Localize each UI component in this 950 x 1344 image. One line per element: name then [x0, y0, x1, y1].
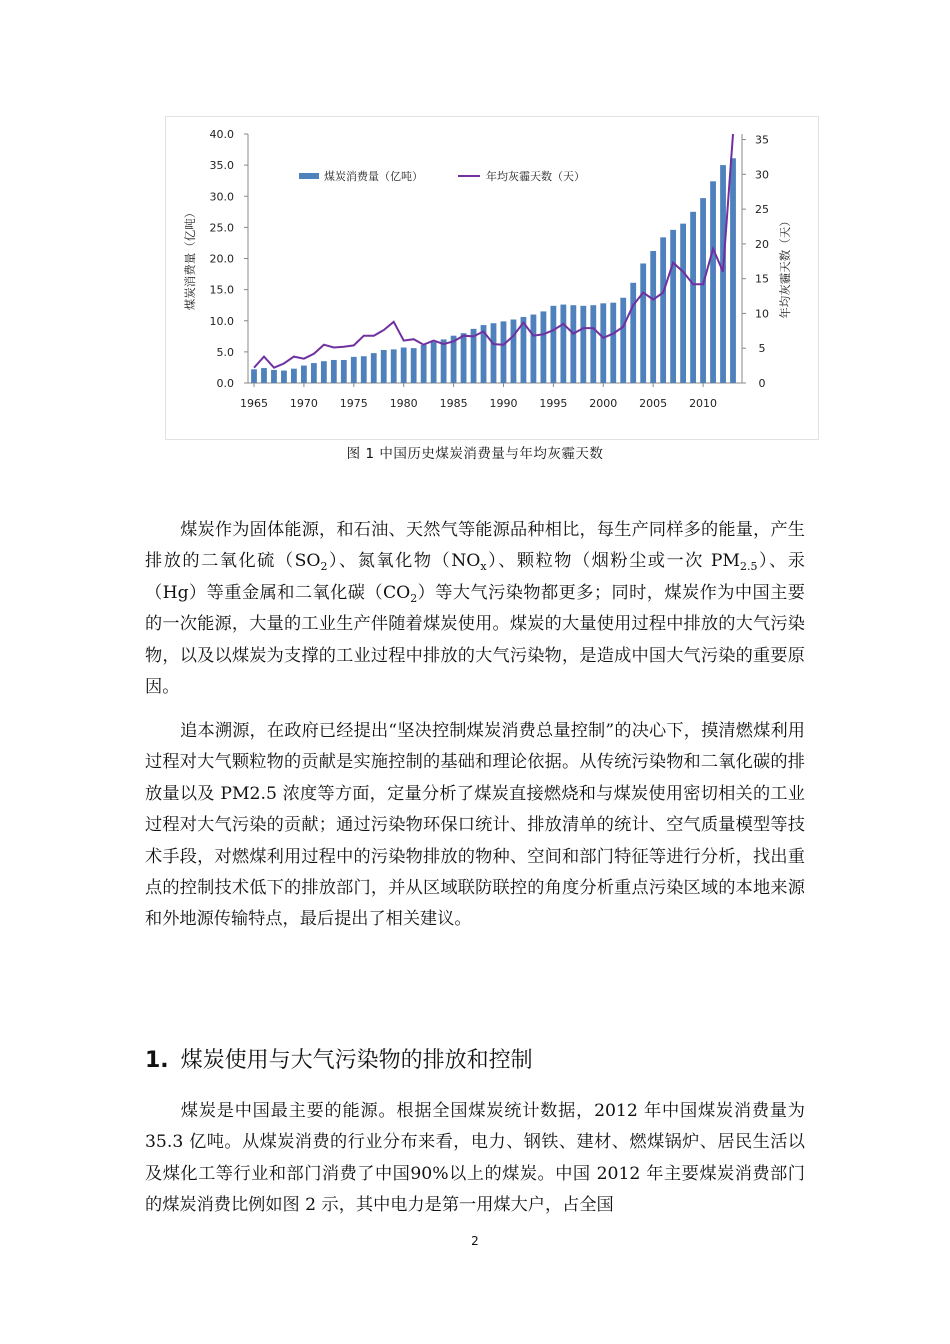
para1-text-5: ）等大气污染物都更多；同时，煤炭作为中国主要的一次能源，大量的工业生产伴随着煤炭使用。煤炭的大量使用过程中排放的大气污染物，以及以煤炭为支撑的工业过程中排放的大气污染物，是造成中国大气污染的重要原因。 — [145, 582, 805, 698]
bar — [640, 263, 646, 383]
bar — [301, 366, 307, 383]
bar — [381, 350, 387, 383]
bar — [580, 306, 586, 383]
x-tick-label: 1985 — [439, 397, 468, 410]
bar — [361, 356, 367, 383]
bar — [251, 369, 257, 383]
x-tick-label: 1965 — [240, 397, 268, 410]
para1-sub-4: 2 — [410, 591, 418, 605]
bar — [560, 305, 566, 383]
figure-1 — [165, 116, 819, 440]
legend-bar-swatch — [299, 173, 319, 179]
para2-text: 追本溯源，在政府已经提出“坚决控制煤炭消费总量控制”的决心下，摸清燃煤利用过程对大气颗粒物的贡献是实施控制的基础和理论依据。从传统污染物和二氧化碳的排放量以及 PM2.5 浓度等方面，定量分析了煤炭直接燃烧和与煤炭使用密切相关的工业过程对大气污染的贡献；通过污染物环保口统计、排放清单的统计、空气质量模型等技术手段，对燃煤利用过程中的污染物排放的物种、空间和部门特征等进行分析，找出重点的控制技术低下的排放部门，并从区域联防联控的角度分析重点污染区域的本地来源和外地源传输特点，最后提出了相关建议。 — [145, 721, 805, 930]
bar — [700, 198, 706, 383]
bar — [431, 342, 437, 383]
x-tick-label: 2005 — [639, 397, 668, 410]
section-heading — [145, 1043, 533, 1074]
para1-sub-3: 2.5 — [740, 560, 758, 574]
bar — [501, 321, 507, 383]
left-tick-label: 20.0 — [209, 252, 234, 266]
figure-caption: 图 1 中国历史煤炭消费量与年均灰霾天数 — [346, 446, 604, 462]
coal-haze-chart — [166, 117, 818, 439]
paragraph-2 — [145, 716, 805, 936]
para1-text-4: ）、汞（Hg）等重金属和二氧化碳（CO — [145, 551, 806, 603]
paragraph-3 — [145, 1096, 805, 1222]
para1-text-1: 煤炭作为固体能源，和石油、天然气等能源品种相比，每生产同样多的能量，产生排放的二氧化硫（SO — [145, 520, 805, 572]
right-tick-label: 0 — [758, 377, 766, 390]
x-tick-label: 1975 — [339, 397, 368, 410]
bar — [541, 311, 547, 383]
bar — [660, 237, 666, 383]
bar — [391, 349, 397, 383]
bar — [331, 360, 337, 383]
bar — [511, 320, 517, 383]
bar — [351, 357, 357, 383]
bar — [411, 348, 417, 383]
left-tick-label: 40.0 — [209, 128, 234, 141]
x-tick-label: 2010 — [689, 397, 718, 410]
x-tick-label: 1980 — [389, 397, 418, 410]
bar — [600, 303, 606, 383]
para1-sub-2: x — [480, 560, 487, 574]
legend-line-label: 年均灰霾天数（天） — [486, 170, 585, 183]
bar — [720, 165, 726, 383]
bar — [730, 158, 736, 383]
bar — [461, 333, 467, 383]
right-tick-label: 20 — [755, 237, 769, 251]
left-tick-label: 15.0 — [209, 283, 234, 297]
left-tick-label: 5.0 — [216, 345, 234, 359]
bar — [590, 305, 596, 383]
para3-text: 煤炭是中国最主要的能源。根据全国煤炭统计数据，2012 年中国煤炭消费量为 35.3 亿吨。从煤炭消费的行业分布来看，电力、钢铁、建材、燃煤锅炉、居民生活以及煤化工等行业和部门消费了中国90%以上的煤炭。中国 2012 年主要煤炭消费部门的煤炭消费比例如图 2 示，其中电力是第一用煤大户，占全国 — [145, 1101, 805, 1216]
left-tick-label: 35.0 — [209, 159, 234, 173]
bar — [670, 230, 676, 383]
bar — [441, 339, 447, 383]
bar — [630, 283, 636, 383]
x-tick-label: 2000 — [589, 397, 618, 410]
right-axis-title: 年均灰霾天数（天） — [778, 215, 792, 319]
bar — [401, 348, 407, 383]
right-tick-label: 25 — [755, 203, 769, 217]
bar — [311, 363, 317, 383]
x-tick-label: 1995 — [539, 397, 568, 410]
bar — [521, 317, 527, 383]
bar — [371, 353, 377, 383]
bar — [690, 212, 696, 383]
section-title: 煤炭使用与大气污染物的排放和控制 — [180, 1048, 533, 1073]
left-tick-label: 10.0 — [209, 314, 234, 328]
bar — [570, 305, 576, 383]
bar — [421, 345, 427, 383]
bar — [550, 306, 556, 383]
bar — [261, 368, 267, 383]
bar — [491, 323, 497, 383]
right-tick-label: 10 — [755, 307, 769, 321]
bar — [680, 224, 686, 383]
paragraph-1 — [145, 515, 805, 703]
section-number: 1. — [145, 1048, 169, 1073]
bar — [321, 361, 327, 383]
right-tick-label: 35 — [755, 133, 769, 147]
left-axis-title: 煤炭消费量（亿吨） — [183, 206, 197, 311]
right-tick-label: 30 — [755, 168, 769, 182]
para1-text-2: ）、氮氧化物（NO — [327, 551, 481, 572]
bar — [710, 181, 716, 383]
x-tick-label: 1970 — [289, 397, 318, 410]
bar — [650, 251, 656, 383]
left-tick-label: 25.0 — [209, 221, 234, 235]
bar — [620, 298, 626, 383]
x-tick-label: 1990 — [489, 397, 518, 410]
bar — [531, 315, 537, 383]
bar — [271, 370, 277, 383]
bar — [291, 369, 297, 383]
bar — [281, 371, 287, 383]
bar — [610, 303, 616, 383]
left-tick-label: 30.0 — [209, 190, 234, 204]
para1-sub-1: 2 — [320, 560, 328, 574]
page-number: 2 — [471, 1234, 479, 1248]
right-tick-label: 15 — [755, 272, 769, 286]
bar — [341, 360, 347, 383]
left-tick-label: 0.0 — [216, 377, 234, 390]
right-tick-label: 5 — [758, 342, 766, 356]
legend-bar-label: 煤炭消费量（亿吨） — [324, 170, 423, 183]
para1-text-3: ）、颗粒物（烟粉尘或一次 PM — [486, 551, 741, 572]
